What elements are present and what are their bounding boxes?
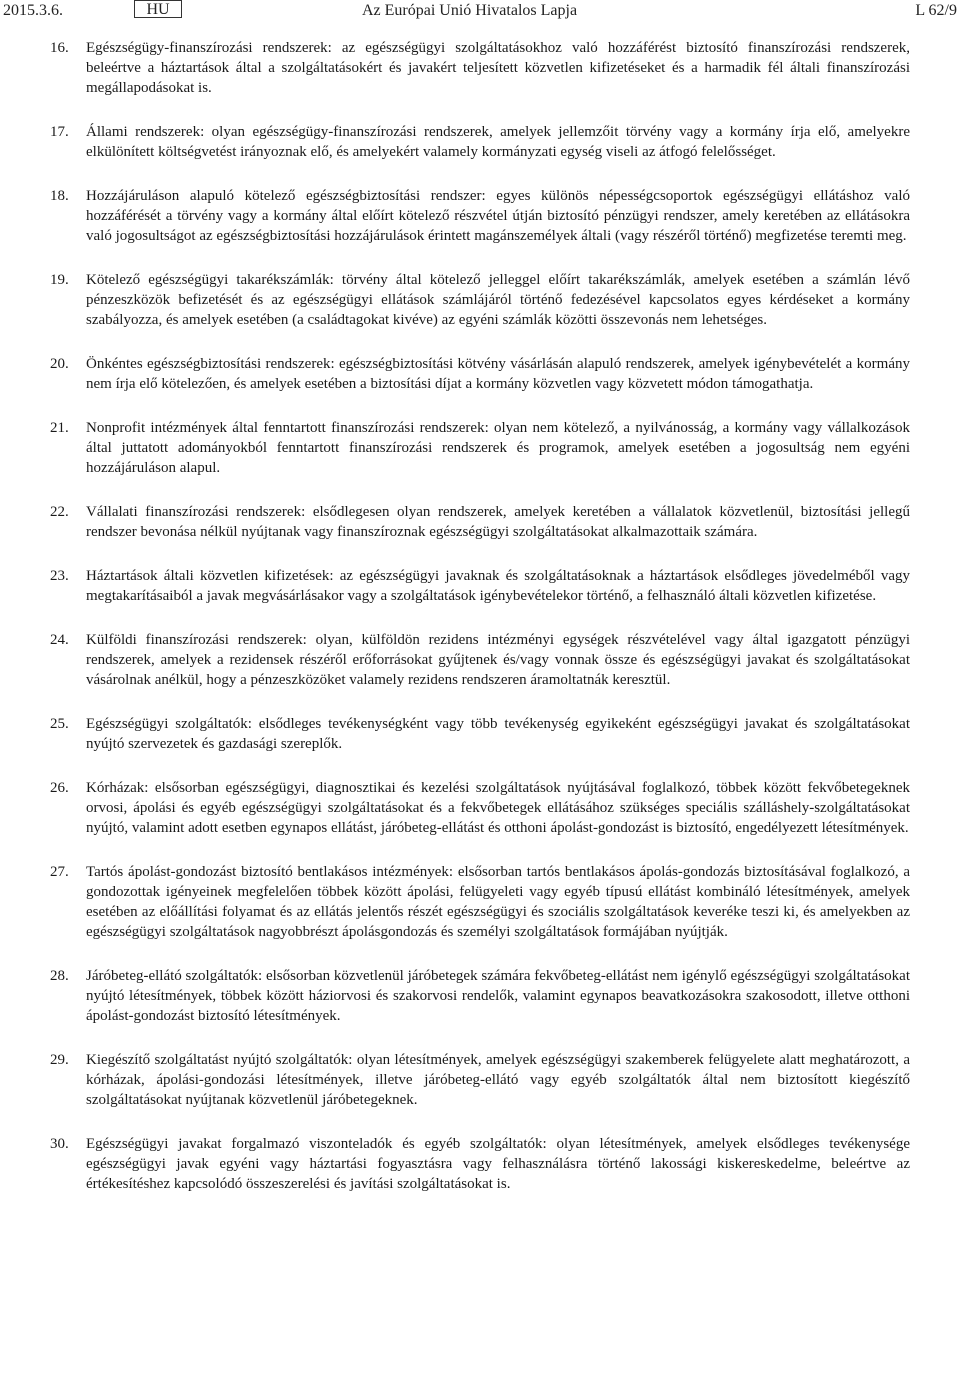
item-text: Állami rendszerek: olyan egészségügy-finanszírozási rendszerek, amelyek jellemzőit törvény vagy a kormány írja elő, amelyekre elkülönített költségvetést irányoznak elő, és amelyekért valamely kormányzati egység viseli az átfogó felelősséget.	[86, 124, 910, 160]
item-text: Nonprofit intézmények által fenntartott finanszírozási rendszerek: olyan nem kötelező, a nyilvánosság, a kormány vagy vállalkozások által juttatott adományokból fenntartott finanszírozási rendszerek és programok, amelyek esetében a jogosultság nem egyéni hozzájáruláson alapul.	[86, 420, 910, 476]
item-text: Külföldi finanszírozási rendszerek: olyan, külföldön rezidens intézményi egységek részvételével vagy által igazgatott pénzügyi rendszerek, amelyek a rezidensek részéről erőforrásokat gyűjtenek és/vagy vonnak össze és egészségügyi javakat és szolgáltatásokat vásárolnak anélkül, hogy a pénzeszközöket valamely rezidens rendszeren áramoltatnák keresztül.	[86, 632, 910, 688]
item-number: 23.	[50, 568, 69, 584]
item-text: Egészségügyi javakat forgalmazó viszonteladók és egyéb szolgáltatók: olyan létesítmények, amelyek elsődleges tevékenysége egészségügyi javak egyéni vagy háztartási fogyasztásra vagy felhasználásra történő lakossági kiskereskedelme, beleértve az értékesítéshez kapcsolódó összeszerelési és javítási szolgáltatásokat is.	[86, 1136, 910, 1192]
definition-item	[50, 566, 910, 606]
item-number: 26.	[50, 780, 69, 796]
language-box: HU	[134, 0, 182, 18]
definition-item	[50, 270, 910, 330]
definition-item	[50, 354, 910, 394]
item-text: Járóbeteg-ellátó szolgáltatók: elsősorban közvetlenül járóbetegek számára fekvőbeteg-ellátást nem igénylő egészségügyi szolgáltatásokat nyújtó létesítmények, többek között háziorvosi és szakorvosi rendelők, valamint egynapos beavatkozásokra szakosodott, illetve otthoni ápolást-gondozást biztosító létesítmények.	[86, 968, 910, 1024]
item-number: 17.	[50, 124, 69, 140]
item-text: Vállalati finanszírozási rendszerek: elsődlegesen olyan rendszerek, amelyek keretében a vállalatok közvetlenül, biztosítási jellegű rendszer bevonása nélkül nyújtanak vagy finanszíroznak egészségügyi szolgáltatásokat alkalmazottaik számára.	[86, 504, 910, 540]
definition-item	[50, 38, 910, 98]
item-number: 24.	[50, 632, 69, 648]
item-text: Kötelező egészségügyi takarékszámlák: törvény által kötelező jelleggel előírt takarékszámlák, amelyek esetében a számlán lévő pénzeszközök befizetését és az egészségügyi ellátások számlájáról történő fedezésével kapcsolatos egyes kérdéseket a kormány szabályozza, és amelyek esetében (a családtagokat kivéve) az egyéni számlák közötti összevonás nem lehetséges.	[86, 272, 910, 328]
definition-item	[50, 122, 910, 162]
page-header	[0, 0, 960, 22]
definition-item	[50, 966, 910, 1026]
definition-item	[50, 418, 910, 478]
definition-item	[50, 862, 910, 942]
item-number: 25.	[50, 716, 69, 732]
definition-item	[50, 630, 910, 690]
item-number: 19.	[50, 272, 69, 288]
item-number: 30.	[50, 1136, 69, 1152]
definition-item	[50, 186, 910, 246]
definition-item	[50, 1134, 910, 1194]
journal-title: Az Európai Unió Hivatalos Lapja	[362, 2, 578, 19]
item-number: 20.	[50, 356, 69, 372]
definition-item	[50, 714, 910, 754]
item-text: Kórházak: elsősorban egészségügyi, diagnosztikai és kezelési szolgáltatások nyújtásával foglalkozó, többek között fekvőbetegeknek orvosi, ápolási és egyéb egészségügyi szolgáltatásokat és a fekvőbetegek ellátásához szükséges speciális szálláshely-szolgáltatásokat nyújtó, valamint adott esetben egynapos ellátást, járóbeteg-ellátást és otthoni ápolást-gondozást is biztosító, engedélyezett létesítmények.	[86, 780, 910, 836]
item-text: Önkéntes egészségbiztosítási rendszerek: egészségbiztosítási kötvény vásárlásán alapuló rendszerek, amelyek igénybevételét a kormány nem írja elő kötelezően, és amelyek esetében a biztosítási díjat a kormány közvetlen vagy közvetett módon támogathatja.	[86, 356, 910, 392]
item-number: 21.	[50, 420, 69, 436]
item-number: 27.	[50, 864, 69, 880]
item-number: 16.	[50, 40, 69, 56]
definition-item	[50, 1050, 910, 1110]
item-number: 18.	[50, 188, 69, 204]
definition-item	[50, 502, 910, 542]
item-text: Kiegészítő szolgáltatást nyújtó szolgáltatók: olyan létesítmények, amelyek egészségügyi szakemberek felügyelete alatt meghatározott, a kórházak, ápolási-gondozási létesítmények, illetve járóbeteg-ellátó vagy egyéb szolgáltatók által nem biztosított kiegészítő szolgáltatásokat nyújtanak közvetlenül járóbetegeknek.	[86, 1052, 910, 1108]
item-text: Egészségügyi szolgáltatók: elsődleges tevékenységként vagy több tevékenység egyikeként egészségügyi javakat és szolgáltatásokat nyújtó szervezetek és gazdasági szereplők.	[86, 716, 910, 752]
item-number: 22.	[50, 504, 69, 520]
definition-item	[50, 778, 910, 838]
item-text: Tartós ápolást-gondozást biztosító bentlakásos intézmények: elsősorban tartós bentlakásos ápolás-gondozás biztosításával foglalkozó, a gondozottak igényeinek megfelelően többek között ápolási, felügyeleti vagy egyéb típusú ellátást kombináló létesítmények, amelyek esetében az előállítási folyamat és az ellátás jelentős részét egészségügyi és szociális szolgáltatások keveréke teszi ki, és amelyekben az egészségügyi szolgáltatások nagyobbrészt ápolásgondozás és személyi szolgáltatások formájában nyújtják.	[86, 864, 910, 940]
publication-date: 2015.3.6.	[3, 2, 63, 19]
item-text: Háztartások általi közvetlen kifizetések: az egészségügyi javaknak és szolgáltatásoknak a háztartások elsődleges jövedelméből vagy megtakarításaiból a javak megvásárlásakor vagy a szolgáltatások igénybevételekor történő, a felhasználó általi közvetlen kifizetése.	[86, 568, 910, 604]
definitions-list	[50, 38, 910, 1218]
page-number: L 62/9	[915, 2, 957, 19]
item-number: 28.	[50, 968, 69, 984]
item-number: 29.	[50, 1052, 69, 1068]
item-text: Egészségügy-finanszírozási rendszerek: az egészségügyi szolgáltatásokhoz való hozzáférést biztosító finanszírozási rendszerek, beleértve a háztartások által a szolgáltatásokért és javakért teljesített közvetlen kifizetéseket és a harmadik fél általi finanszírozási megállapodásokat is.	[86, 40, 910, 96]
item-text: Hozzájáruláson alapuló kötelező egészségbiztosítási rendszer: egyes különös népességcsoportok egészségügyi ellátáshoz való hozzáférését a törvény vagy a kormány által előírt kötelező részvétel útján biztosító pénzügyi rendszer, amely keretében az ellátásokra való jogosultságot az egészségbiztosítási hozzájárulások érintett magánszemélyek általi (vagy részéről történő) megfizetése teremti meg.	[86, 188, 910, 244]
